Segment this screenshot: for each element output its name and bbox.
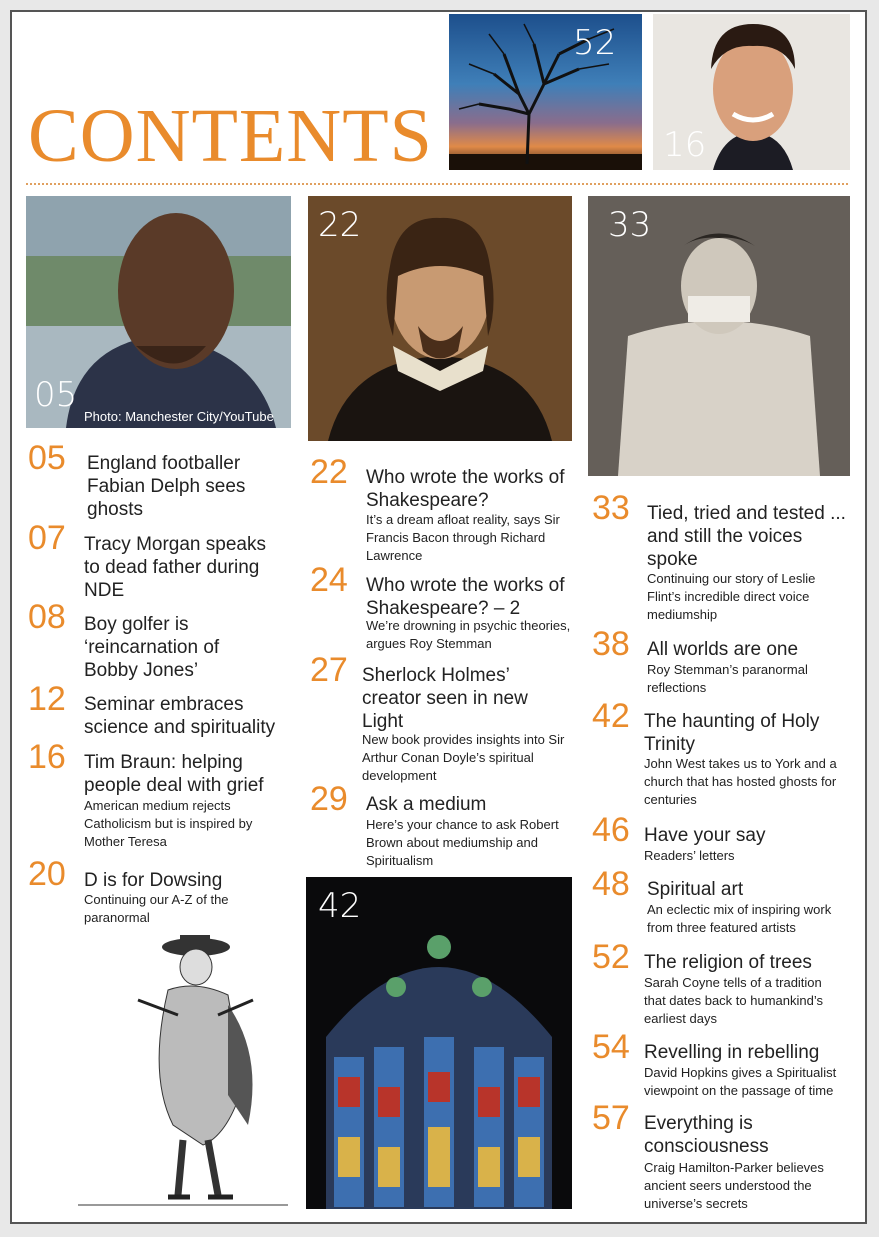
entry-description: Here’s your chance to ask Robert Brown about mediumship and Spiritualism: [366, 817, 559, 868]
entry-description: Craig Hamilton-Parker believes ancient seers understood the universe’s secrets: [644, 1160, 824, 1211]
entry-page-number: 20: [28, 855, 66, 893]
entry-page-number: 08: [28, 598, 66, 636]
entry-title: England footballer Fabian Delph sees ghosts: [87, 453, 246, 520]
entry-description: We’re drowning in psychic theories, argues Roy Stemman: [366, 618, 571, 651]
photo-page-number: 42: [318, 886, 362, 926]
entry-page-number: 07: [28, 519, 66, 557]
entry-description: New book provides insights into Sir Arthur Conan Doyle’s spiritual development: [362, 732, 565, 783]
entry-description: Readers’ letters: [644, 848, 735, 863]
entry-page-number: 24: [310, 561, 348, 599]
entry-page-number: 12: [28, 680, 66, 718]
stained-glass-window-photo[interactable]: [306, 877, 572, 1209]
entry-title: Who wrote the works of Shakespeare?: [366, 467, 565, 511]
entry-title: Tracy Morgan speaks to dead father during NDE: [84, 534, 266, 601]
entry-description: Continuing our A-Z of the paranormal: [84, 892, 229, 925]
entry-title: All worlds are one: [647, 639, 799, 660]
entry-title: Ask a medium: [366, 794, 487, 815]
entry-title: Sherlock Holmes’ creator seen in new Light: [362, 665, 528, 732]
entry-title: D is for Dowsing: [84, 870, 223, 891]
entry-title: Boy golfer is ‘reincarnation of Bobby Jones’: [84, 614, 220, 681]
entry-title: Spiritual art: [647, 879, 744, 900]
photo-credit: Photo: Manchester City/YouTube: [84, 409, 274, 424]
entry-page-number: 38: [592, 625, 630, 663]
entry-title: Tim Braun: helping people deal with grief: [84, 752, 264, 796]
entry-description: An eclectic mix of inspiring work from three featured artists: [647, 902, 832, 935]
entry-title: Have your say: [644, 825, 766, 846]
photo-page-number: 16: [663, 125, 707, 165]
dowser-engraving-illustration: [78, 935, 288, 1211]
entry-page-number: 27: [310, 651, 348, 689]
entry-page-number: 16: [28, 738, 66, 776]
entry-description: Roy Stemman’s paranormal reflections: [647, 662, 808, 695]
entry-page-number: 05: [28, 439, 66, 477]
photo-page-number: 52: [573, 23, 617, 63]
entry-description: Sarah Coyne tells of a tradition that dates back to humankind’s earliest days: [644, 975, 823, 1026]
entry-page-number: 22: [310, 453, 348, 491]
photo-page-number: 22: [318, 205, 362, 245]
entry-page-number: 54: [592, 1028, 630, 1066]
entry-page-number: 48: [592, 865, 630, 903]
entry-page-number: 52: [592, 938, 630, 976]
entry-page-number: 57: [592, 1099, 630, 1137]
entry-title: Seminar embraces science and spirituality: [84, 694, 276, 738]
entry-page-number: 29: [310, 780, 348, 818]
entry-description: Continuing our story of Leslie Flint’s incredible direct voice mediumship: [647, 571, 816, 622]
entry-title: Everything is consciousness: [644, 1113, 769, 1157]
entry-title: Tied, tried and tested ... and still the voices spoke: [647, 503, 846, 570]
entry-description: David Hopkins gives a Spiritualist viewpoint on the passage of time: [644, 1065, 837, 1098]
tree-sunset-photo[interactable]: [449, 14, 642, 170]
entry-title: Revelling in rebelling: [644, 1042, 820, 1063]
photo-page-number: 33: [608, 205, 652, 245]
footballer-photo[interactable]: [26, 196, 291, 428]
entry-description: It’s a dream afloat reality, says Sir Francis Bacon through Richard Lawrence: [366, 512, 560, 563]
page-title: CONTENTS: [28, 94, 433, 178]
shakespeare-portrait[interactable]: [308, 196, 572, 441]
entry-title: Who wrote the works of Shakespeare? – 2: [366, 575, 565, 619]
entry-description: John West takes us to York and a church that has hosted ghosts for centuries: [644, 756, 837, 807]
actor-portrait-photo[interactable]: [653, 14, 850, 170]
leslie-flint-photo[interactable]: [588, 196, 850, 476]
entry-title: The haunting of Holy Trinity: [644, 711, 820, 755]
entry-title: The religion of trees: [644, 952, 812, 973]
entry-page-number: 46: [592, 811, 630, 849]
photo-page-number: 05: [34, 375, 78, 415]
entry-page-number: 33: [592, 489, 630, 527]
entry-page-number: 42: [592, 697, 630, 735]
dotted-divider: [26, 183, 848, 185]
entry-description: American medium rejects Catholicism but is inspired by Mother Teresa: [84, 798, 253, 849]
